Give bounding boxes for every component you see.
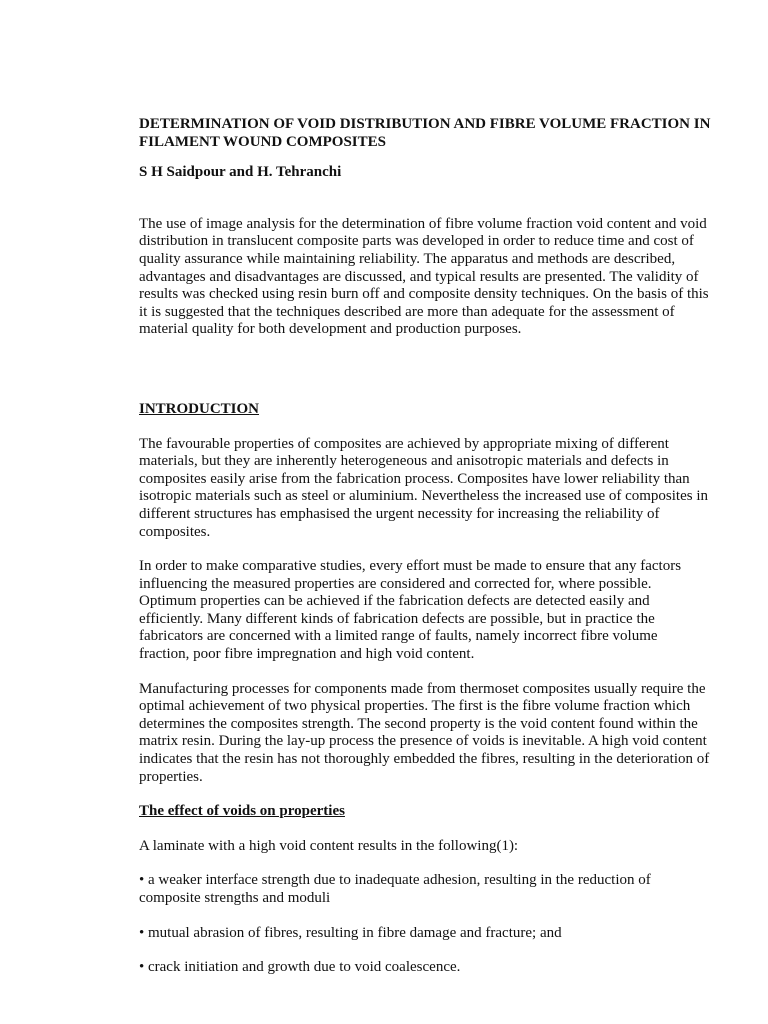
- paper-authors: S H Saidpour and H. Tehranchi: [139, 164, 342, 181]
- introduction-paragraph-3: Manufacturing processes for components made from thermoset composites usually require the optimal achievement of two physical properties. The first is the fibre volume fraction which determines the composites strength. The second property is the void content found within the matrix resin. During the lay-up process the presence of voids is inevitable. A high void content indicates that the resin has not thoroughly embedded the fibres, resulting in the deterioration of properties.: [139, 680, 710, 785]
- voids-section-intro: A laminate with a high void content results in the following(1):: [139, 837, 519, 854]
- paper-title: DETERMINATION OF VOID DISTRIBUTION AND FIBRE VOLUME FRACTION IN FILAMENT WOUND COMPOSITES: [139, 116, 711, 150]
- voids-section-heading: The effect of voids on properties: [139, 803, 345, 820]
- voids-bullet-3: • crack initiation and growth due to void coalescence.: [139, 959, 461, 976]
- paper-page: [139, 116, 711, 977]
- introduction-heading: INTRODUCTION: [139, 400, 260, 417]
- abstract-paragraph: The use of image analysis for the determination of fibre volume fraction void content and void distribution in translucent composite parts was developed in order to reduce time and cost of quality assurance while maintaining reliability. The apparatus and methods are described, advantages and disadvantages are discussed, and typical results are presented. The validity of results was checked using resin burn off and composite density techniques. On the basis of this it is suggested that the techniques described are more than adequate for the assessment of material quality for both development and production purposes.: [139, 215, 709, 338]
- introduction-paragraph-2: In order to make comparative studies, every effort must be made to ensure that any factors influencing the measured properties are considered and corrected for, where possible. Optimum properties can be achieved if the fabrication defects are detected easily and efficiently. Many different kinds of fabrication defects are possible, but in practice the fabricators are concerned with a limited range of faults, namely incorrect fibre volume fraction, poor fibre impregnation and high void content.: [139, 558, 682, 663]
- introduction-paragraph-1: The favourable properties of composites are achieved by appropriate mixing of different materials, but they are inherently heterogeneous and anisotropic materials and defects in composites easily arise from the fabrication process. Composites have lower reliability than isotropic materials such as steel or aluminium. Nevertheless the increased use of composites in different structures has emphasised the urgent necessity for increasing the reliability of composites.: [139, 435, 709, 540]
- voids-bullet-2: • mutual abrasion of fibres, resulting in fibre damage and fracture; and: [139, 924, 562, 941]
- voids-bullet-1: • a weaker interface strength due to inadequate adhesion, resulting in the reduction of composite strengths and moduli: [139, 872, 651, 906]
